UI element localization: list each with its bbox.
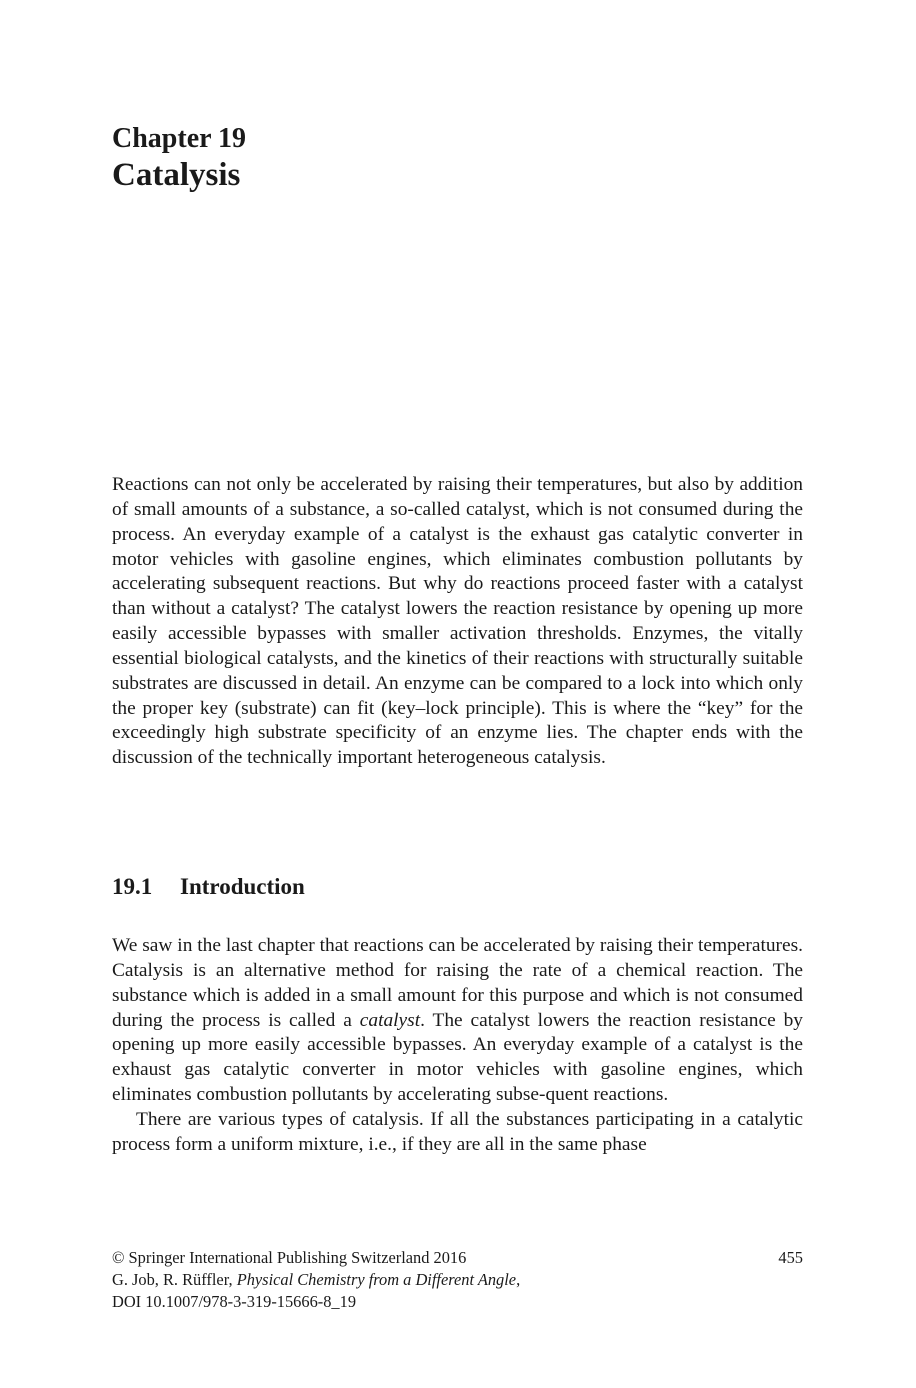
chapter-title: Catalysis	[112, 157, 241, 193]
book-title: Physical Chemistry from a Different Angle	[236, 1270, 517, 1289]
body-paragraph-1	[112, 934, 803, 1108]
body-paragraph-2: There are various types of catalysis. If all the substances participating in a catalytic process form a uniform mixture, i.e., if they are all in the same phase	[112, 1108, 803, 1155]
section-body	[112, 934, 803, 1158]
citation-line	[112, 1269, 803, 1291]
page	[112, 0, 803, 1388]
section-title: Introduction	[180, 874, 305, 899]
paragraph-text: We saw in the last chapter that reactions can be accelerated by raising their temperatures. Catalysis is an alternative method for raising the rate of a chemical reaction. The substance which is added in a small amount for this purpose and which is not consumed during the process is called a	[112, 935, 803, 1031]
book-title-suffix: ,	[516, 1270, 521, 1289]
page-number: 455	[778, 1248, 803, 1267]
section-heading	[112, 872, 803, 902]
chapter-header	[112, 122, 803, 194]
chapter-number: Chapter 19	[112, 123, 247, 154]
chapter-abstract: Reactions can not only be accelerated by raising their temperatures, but also by addition of small amounts of a substance, a so-called catalyst, which is not consumed during the process. An everyday example of a catalyst is the exhaust gas catalytic converter in motor vehicles with gasoline engines, which eliminates combustion pollutants by accelerating subsequent reactions. But why do reactions proceed faster with a catalyst than without a catalyst? The catalyst lowers the reaction resistance by opening up more easily accessible bypasses with smaller activation thresholds. Enzymes, the vitally essential biological catalysts, and the kinetics of their reactions with structurally suitable substrates are discussed in detail. An enzyme can be compared to a lock into which only the proper key (substrate) can fit (key–lock principle). This is where the “key” for the exceedingly high substrate specificity of an enzyme lies. The chapter ends with the discussion of the technically important heterogeneous catalysis.	[112, 474, 803, 769]
doi-line: DOI 10.1007/978-3-319-15666-8_19	[112, 1292, 357, 1311]
copyright-line: © Springer International Publishing Switzerland 2016	[112, 1248, 467, 1267]
section-number: 19.1	[112, 874, 153, 899]
page-footer	[112, 1247, 803, 1313]
authors: G. Job, R. Rüffler,	[112, 1270, 237, 1289]
paragraph-text: . The catalyst lowers the reaction resistance by opening up more easily accessible bypasses. An everyday example of a catalyst is the exhaust gas catalytic converter in motor vehicles with gasoline engines, which eliminates combustion pollutants by accelerating subse-quent reactions.	[112, 1009, 803, 1106]
italic-term: catalyst	[359, 1009, 421, 1031]
